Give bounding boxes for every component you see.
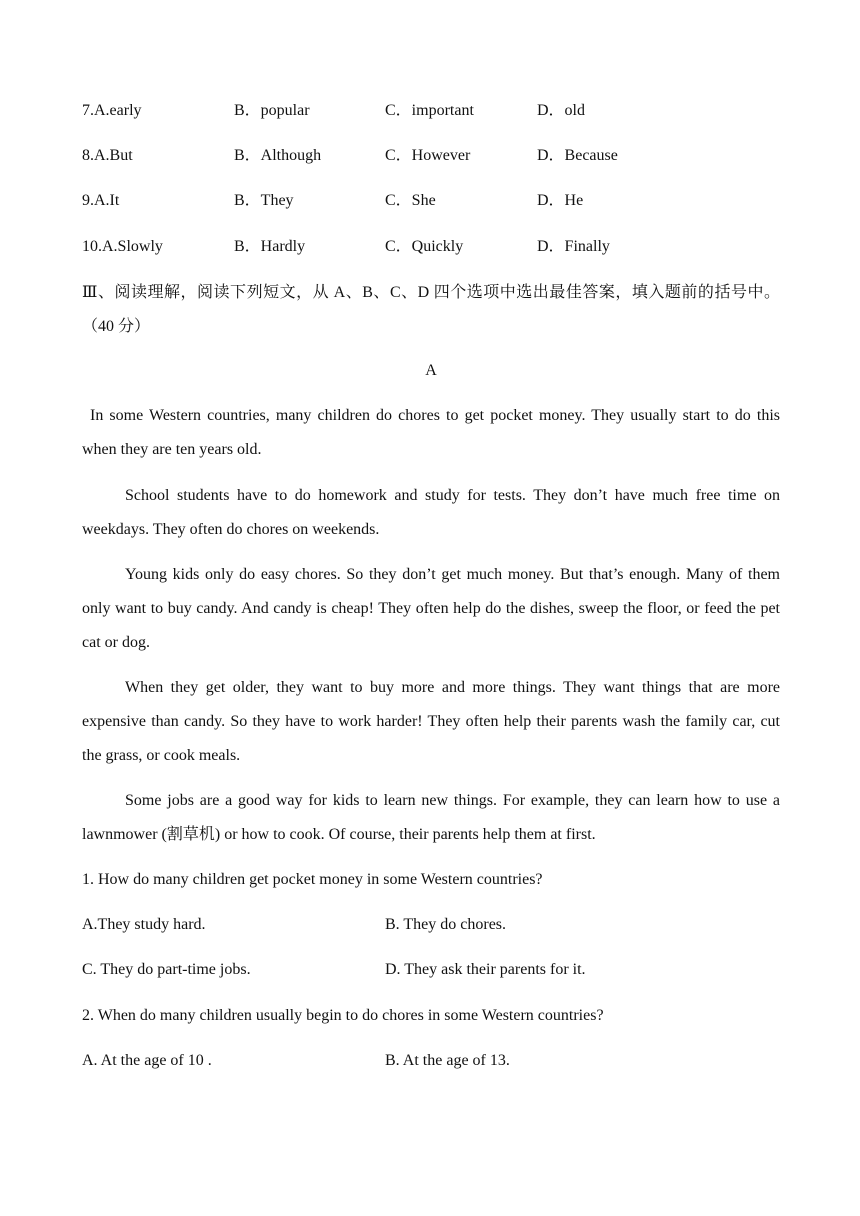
option-c: C．However	[385, 147, 471, 164]
option-a: 9.A.It	[82, 192, 120, 209]
option-c: C．important	[385, 102, 474, 119]
question-2-options-row	[82, 1050, 780, 1072]
option-b: B．popular	[234, 102, 310, 119]
option-d: D．Finally	[537, 238, 610, 255]
paragraph-3: Young kids only do easy chores. So they don’t get much money. But that’s enough. Many of them only want to buy candy. And candy is cheap! They often help do the dishes, sweep the floor, or feed the pet cat or dog.	[82, 566, 780, 651]
option-a: 8.A.But	[82, 147, 133, 164]
paragraph-1: In some Western countries, many children do chores to get pocket money. They usually start to do this when they are ten years old.	[82, 407, 780, 458]
option-c: C．Quickly	[385, 238, 464, 255]
option-b: B．Hardly	[234, 238, 306, 255]
answer-option: C. They do part-time jobs.	[82, 961, 251, 978]
paragraph-2: School students have to do homework and study for tests. They don’t have much free time on weekdays. They often do chores on weekends.	[82, 487, 780, 538]
paragraph-5: Some jobs are a good way for kids to learn new things. For example, they can learn how to use a lawnmower (割草机) or how to cook. Of course, their parents help them at first.	[82, 792, 780, 843]
option-d: D．old	[537, 102, 586, 119]
section-heading: Ⅲ、阅读理解，阅读下列短文，从 A、B、C、D 四个选项中选出最佳答案，填入题前的括号中。（40 分）	[82, 284, 780, 335]
option-b: B．Although	[234, 147, 322, 164]
option-c: C．She	[385, 192, 436, 209]
passage-label: A	[425, 362, 437, 379]
answer-option: B. They do chores.	[385, 916, 507, 933]
question-1-options-row	[82, 914, 780, 936]
question-2-stem: 2. When do many children usually begin to do chores in some Western countries?	[82, 1007, 604, 1024]
option-d: D．Because	[537, 147, 618, 164]
paragraph-4: When they get older, they want to buy more and more things. They want things that are more expensive than candy. So they have to work harder! They often help their parents wash the family car, cut the grass, or cook meals.	[82, 679, 780, 764]
answer-option: A. At the age of 10 .	[82, 1052, 212, 1069]
answer-option: D. They ask their parents for it.	[385, 961, 586, 978]
option-b: B．They	[234, 192, 294, 209]
answer-option: A.They study hard.	[82, 916, 206, 933]
option-a: 10.A.Slowly	[82, 238, 163, 255]
question-1-stem: 1. How do many children get pocket money in some Western countries?	[82, 871, 543, 888]
question-1-options-row	[82, 959, 780, 981]
answer-option: B. At the age of 13.	[385, 1052, 510, 1069]
option-d: D．He	[537, 192, 584, 209]
option-a: 7.A.early	[82, 102, 142, 119]
